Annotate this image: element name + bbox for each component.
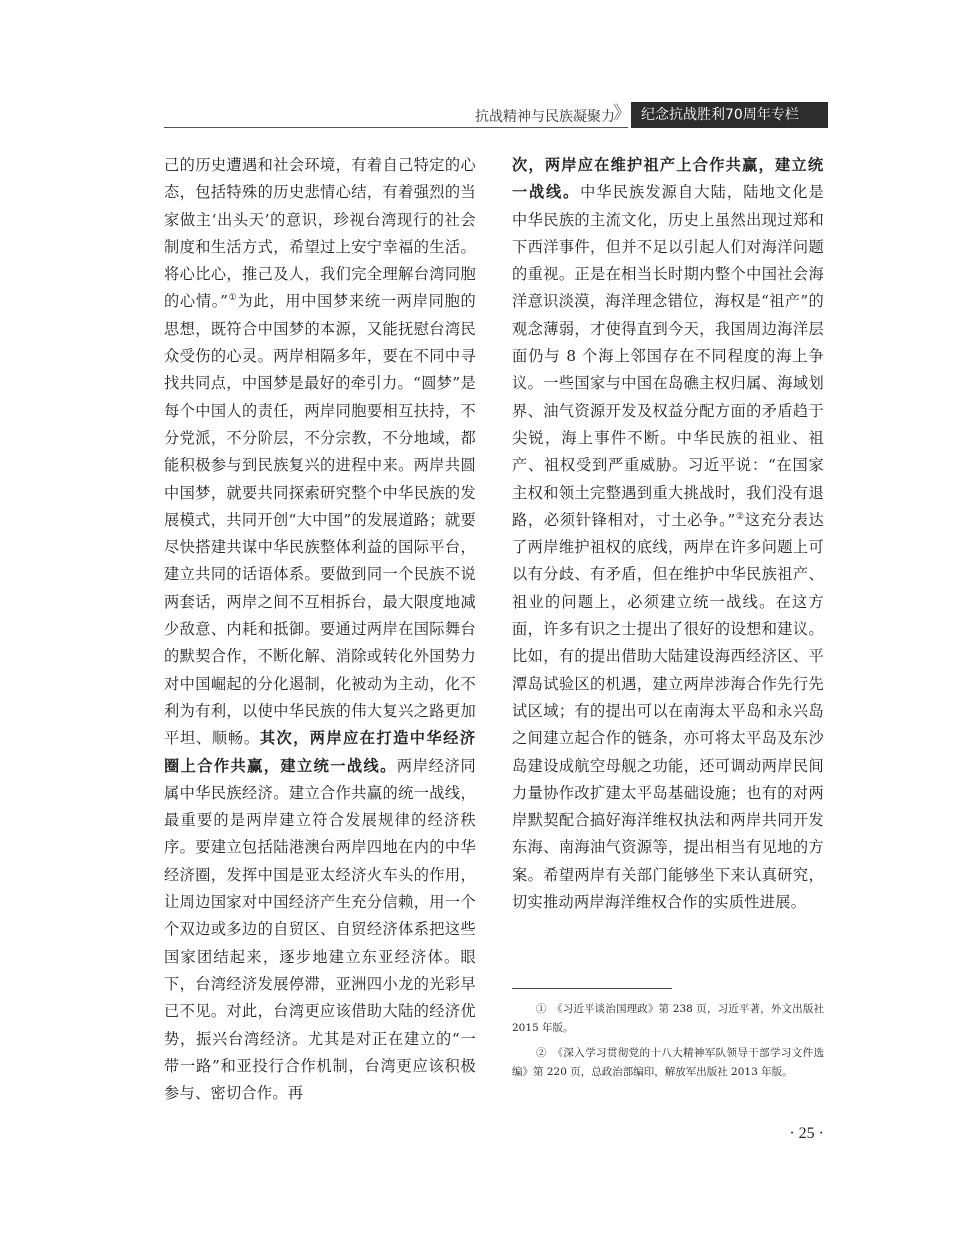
footnote-rule [512,988,672,989]
right-emphasis: 次，两岸应在维护祖产上合作共赢，建立统一战线。 [512,156,824,202]
right-text-2: 这充分表达了两岸维护祖权的底线，两岸在许多问题上可以有分歧、有矛盾，但在维护中华民族祖产、祖业的问题上，必须建立统一战线。在这方面，许多有识之士提出了很好的设想和建议。比如，有的提出借助大陆建设海西经济区、平潭岛试验区的机遇，建立两岸涉海合作先行先试区域；有的提出可以在南海太平岛和永兴岛之间建立起合作的链条，亦可将太平岛及东沙岛建设成航空母舰之功能，还可调动两岸民间力量协作改扩建太平岛基础设施；也有的对两岸默契配合搞好海洋维权执法和两岸共同开发东海、南海油气资源等，提出相当有见地的方案。希望两岸有关部门能够坐下来认真研究，切实推动两岸海洋维权合作的实质性进展。 [512,510,824,912]
section-title: 抗战精神与民族凝聚力 [475,109,615,125]
right-text-1: 中华民族发源自大陆，陆地文化是中华民族的主流文化，历史上虽然出现过郑和下西洋事件，但并不足以引起人们对海洋问题的重视。正是在相当长时期内整个中国社会海洋意识淡漠，海洋理念错位，海权是“祖产”的观念薄弱，才使得直到今天，我国周边海洋层面仍与 8 个海上邻国存在不同程度的海上争议。一些国家与中国在岛礁主权归属、海域划界、油气资源开发及权益分配方面的矛盾趋于尖锐，海上事件不断。中华民族的祖业、祖产、祖权受到严重威胁。习近平说：“在国家主权和领土完整遇到重大挑战时，我们没有退路，必须针锋相对，寸土必争。” [512,183,825,529]
page-number: · 25 · [789,1125,824,1142]
footnote-1: ① 《习近平谈治国理政》第 238 页，习近平著，外文出版社 2015 年版。 [512,1003,824,1034]
right-column [512,152,824,916]
left-text-1: 己的历史遭遇和社会环境，有着自己特定的心态，包括特殊的历史悲情心结，有着强烈的当家做主‘出头天’的意识，珍视台湾现行的社会制度和生活方式，希望过上安宁幸福的生活。将心比心，推己及人，我们完全理解台湾同胞的心情。” [164,156,476,311]
header-rule [164,127,628,128]
left-column [164,152,476,1107]
chevron-icon: 》 [613,103,631,124]
left-text-3: 两岸经济同属中华民族经济。建立合作共赢的统一战线，最重要的是两岸建立符合发展规律的经济秩序。要建立包括陆港澳台两岸四地在内的中华经济圈，发挥中国是亚太经济火车头的作用，让周边国家对中国经济产生充分信赖，用一个个双边或多边的自贸区、自贸经济体系把这些国家团结起来，逐步地建立东亚经济体。眼下，台湾经济发展停滞，亚洲四小龙的光彩早已不见。对此，台湾更应该借助大陆的经济优势，振兴台湾经济。尤其是对正在建立的“一带一路”和亚投行合作机制，台湾更应该积极参与、密切合作。再 [164,756,477,1103]
left-paragraph [164,152,476,1107]
footnote-ref-1: ① [228,293,238,304]
running-header [164,100,828,130]
footnotes [512,1000,824,1088]
left-text-2: 为此，用中国梦来统一两岸同胞的思想，既符合中国梦的本源，又能抚慰台湾民众受伤的心灵。两岸相隔多年，要在不同中寻找共同点，中国梦是最好的牵引力。“圆梦”是每个中国人的责任，两岸同胞要相互扶持，不分党派，不分阶层，不分宗教，不分地域，都能积极参与到民族复兴的进程中来。两岸共圆中国梦，就要共同探索研究整个中华民族的发展模式，共同开创“大中国”的发展道路；就要尽快搭建共谋中华民族整体利益的国际平台，建立共同的话语体系。要做到同一个民族不说两套话，两岸之间不互相拆台，最大限度地减少敌意、内耗和抵御。要通过两岸在国际舞台的默契合作，不断化解、消除或转化外国势力对中国崛起的分化遏制，化被动为主动，化不利为有利，以使中华民族的伟大复兴之路更加平坦、顺畅。 [164,292,477,748]
left-emphasis: 其次，两岸应在打造中华经济圈上合作共赢，建立统一战线。 [164,729,477,775]
column-title-badge: 纪念抗战胜利70周年专栏 [631,102,828,128]
right-paragraph [512,152,824,916]
footnote-ref-2: ② [735,511,745,522]
footnote-2: ② 《深入学习贯彻党的十八大精神军队领导干部学习文件选编》第 220 页，总政治部编印，解放军出版社 2013 年版。 [512,1047,824,1078]
